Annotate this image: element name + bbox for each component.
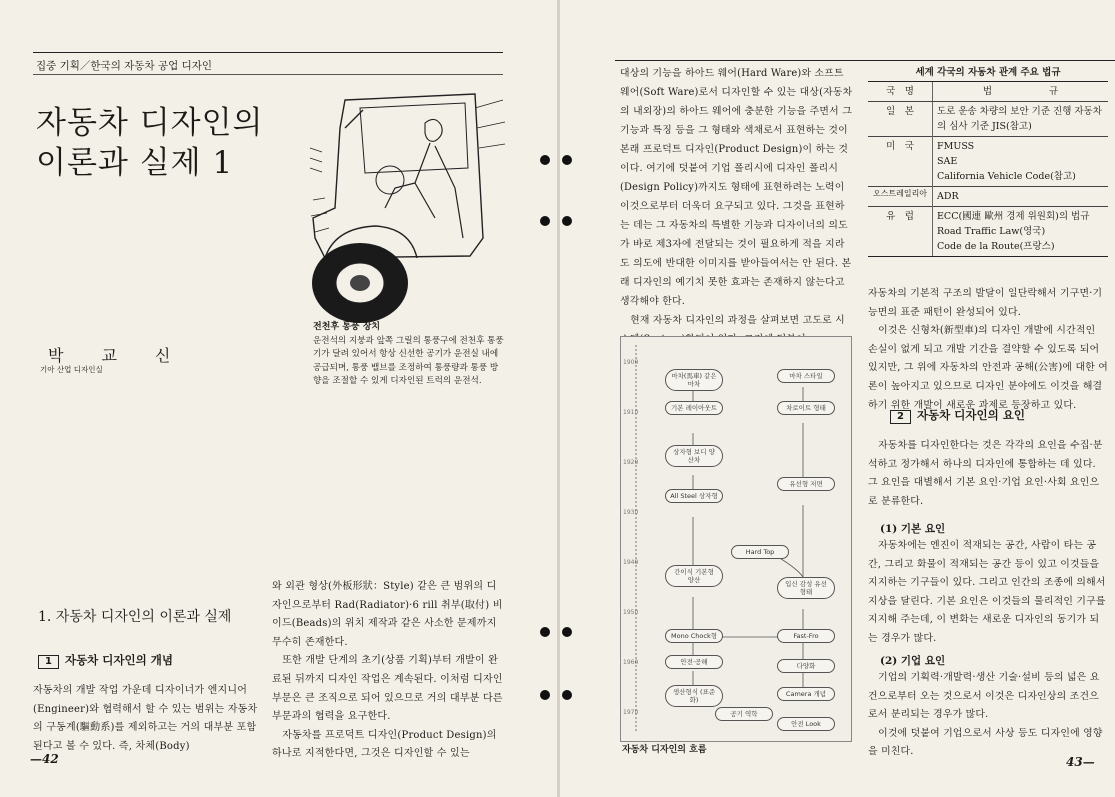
factor-2-text: 기업의 기획력·개발력·생산 기술·설비 등의 넓은 요건으로부터 오는 것으로서 이것은 디자인상의 조건으로서 분리되는 경우가 많다. 이것에 덧붙여 기업으로서 사상 등도 디자인에 영향을 미친다. bbox=[868, 672, 1103, 758]
design-flow-diagram bbox=[620, 336, 852, 742]
left-page bbox=[0, 0, 557, 797]
binding-hole bbox=[562, 690, 572, 700]
row-law: 도로 운송 차량의 보안 기준 진행 자동차의 심사 기준 JIS(참고) bbox=[933, 102, 1109, 137]
binding-hole bbox=[562, 155, 572, 165]
flow-node-right: 유선형 저면 bbox=[777, 477, 835, 491]
flow-node-right: 입신 감성 유선 형태 bbox=[777, 577, 835, 599]
table-row bbox=[868, 207, 1108, 257]
flow-node-right: 마차 스타일 bbox=[777, 369, 835, 383]
author-name: 박 교 신 bbox=[48, 346, 173, 365]
flow-node-left: 기본 레이아웃트 bbox=[665, 401, 723, 415]
article-title bbox=[36, 103, 263, 183]
binding-hole bbox=[540, 155, 550, 165]
binding-hole bbox=[540, 690, 550, 700]
flow-node-right: 다양화 bbox=[777, 659, 835, 673]
flow-year-label: 1950 bbox=[623, 609, 639, 616]
left-column-1-text: 자동차의 개발 작업 가운데 디자이너가 엔지니어(Engineer)와 협력해서 할 수 있는 범위는 자동차의 구동계(驅動系)를 제외하고는 거의 대부분 포함된다고 볼 수 있다. 즉, 차체(Body) bbox=[33, 685, 258, 752]
row-country: 유 럽 bbox=[868, 207, 933, 257]
section-1-heading: 1. 자동차 디자인의 이론과 실제 bbox=[38, 609, 232, 625]
flow-node-left: Mono Chock형 bbox=[665, 629, 723, 643]
flow-node-right: 안전 Look bbox=[777, 717, 835, 731]
caption-body: 운전석의 지붕과 앞쪽 그릴의 통풍구에 전천후 통풍기가 달려 있어서 항상 신선한 공기가 운전실 내에 공급되며, 통풍 밸브를 조정하여 통풍량과 통풍 방향을 조절할 수 있게 디자인된 트럭의 운전석. bbox=[313, 335, 504, 386]
subsection-2-number: 2 bbox=[890, 410, 911, 424]
binding-hole bbox=[562, 627, 572, 637]
flow-year-label: 1900 bbox=[623, 359, 639, 366]
laws-table bbox=[868, 82, 1108, 257]
right-page bbox=[560, 0, 1115, 797]
laws-table-title: 세계 각국의 자동차 관계 주요 법규 bbox=[868, 64, 1108, 82]
factor-1-heading: (1) 기본 요인 bbox=[880, 523, 946, 535]
page-number-left: —42 bbox=[30, 752, 59, 766]
subsection-1-title: 자동차 디자인의 개념 bbox=[64, 653, 173, 667]
header-rule bbox=[33, 52, 503, 53]
subsection-1-number: 1 bbox=[38, 655, 59, 669]
right-column-2-text-b: 자동차를 디자인한다는 것은 각각의 요인을 수집·분석하고 정가해서 하나의 디자인에 통합하는 데 있다. 그 요인을 대별해서 기본 요인·기업 요인·사회 요인으로 분류한다. bbox=[868, 440, 1103, 507]
flow-arrows bbox=[621, 337, 851, 741]
flow-node-right: Hard Top bbox=[731, 545, 789, 559]
laws-table-block bbox=[868, 64, 1108, 257]
binding-hole bbox=[540, 627, 550, 637]
title-line-1: 자동차 디자인의 bbox=[36, 105, 264, 141]
subsection-2-heading bbox=[890, 407, 1025, 424]
flow-node-left: 마차(馬車) 같은 마차 bbox=[665, 369, 723, 391]
running-header: 집중 기획／한국의 자동차 공업 디자인 bbox=[36, 60, 212, 72]
flow-year-label: 1930 bbox=[623, 509, 639, 516]
flow-node-right: Camera 개념 bbox=[777, 687, 835, 701]
right-column-2-text-a: 자동차의 기본적 구조의 발달이 일단락해서 기구면·기능면의 표준 패턴이 완성되어 있다. 이것은 신형차(新型車)의 디자인 개발에 시간적인 손실이 없게 되고 개발 기간을 결약할 수 있도록 되어 있지만, 그 위에 자동차의 안전과 공해(公害)에 대한 여론이 높아지고 있으므로 디자인 분야에도 이것을 해결하기 위한 개발이 새로운 과제로 등장하고 있다. bbox=[868, 288, 1109, 411]
page-number-42: 42 bbox=[42, 752, 59, 766]
row-country: 미 국 bbox=[868, 137, 933, 187]
header-rule bbox=[615, 60, 1115, 61]
row-law: ADR bbox=[933, 187, 1109, 207]
row-country: 오스트레일리아 bbox=[868, 187, 933, 207]
left-column-2-text: 와 외관 형상(外板形狀：Style) 같은 큰 범위의 디자인으로부터 Rad(Radiator)·6 rill 취부(取付) 비이드(Beads)의 위치 제작과 같은 사소한 문제까지 무수히 존재한다. 또한 개발 단계의 초기(상품 기획)부터 개발이 완료된 뒤까지 디자인 작업은 계속된다. 이처럼 디자인 부문은 큰 조직으로 되어 있으므로 거의 대부분 다른 부문과의 협력을 요구한다. 자동차를 프로덕트 디자인(Product Design)의 하나로 지적한다면, 그것은 디자인할 수 있는 bbox=[272, 581, 503, 760]
title-line-2: 이론과 실제 1 bbox=[36, 145, 234, 181]
row-law: FMUSS SAE California Vehicle Code(참고) bbox=[933, 137, 1109, 187]
flow-year-label: 1910 bbox=[623, 409, 639, 416]
right-column-1-text: 대상의 기능을 하아드 웨어(Hard Ware)와 소프트 웨어(Soft Ware)로서 디자인할 수 있는 대상(자동차의 내외장)의 하아드 웨어에 충분한 기능을 주면서 그 기능과 특징 등을 그 형태와 색채로서 표현하는 것이 본래 프로덕트 디자인(Product Design)이 하는 것이다. 여기에 덧붙여 기업 폴리시에 디자인 폴리시(Design Policy)까지도 형태에 표현하려는 노력이 이것으로부터 더욱더 요구되고 있다. 그것을 표현하는 데는 그 자동차의 특별한 기능과 디자이너의 의도가 바로 제3자에 전달되는 것이 필요하게 적을 지라도 의도에 반대한 이미지를 받아들여서는 안 된다. 본래 디자인의 예기치 못한 효과는 존재하지 않는다고 생각해야 한다. 현재 자동차 디자인의 과정을 살펴보면 고도로 시 bbox=[620, 68, 853, 326]
laws-table-header bbox=[868, 82, 1108, 102]
caption-title: 전천후 통풍 장치 bbox=[313, 322, 381, 332]
row-law: ECC(國連 歐州 경제 위원회)의 법규 Road Traffic Law(영국) Code de la Route(프랑스) bbox=[933, 207, 1109, 257]
flow-node-left: 생산형식 (표준화) bbox=[665, 685, 723, 707]
binding-hole bbox=[540, 216, 550, 226]
flow-node-left: 상자형 보디 양산차 bbox=[665, 445, 723, 467]
flow-node-right: 공기 역학 bbox=[715, 707, 773, 721]
flow-node-left: 간이식 기본형 양산 bbox=[665, 565, 723, 587]
header-rule-bottom bbox=[33, 74, 503, 75]
table-row bbox=[868, 102, 1108, 137]
flow-node-left: 안전·공해 bbox=[665, 655, 723, 669]
flow-year-label: 1970 bbox=[623, 709, 639, 716]
header-country: 국 명 bbox=[868, 82, 933, 102]
header-law: 법 규 bbox=[933, 82, 1109, 102]
illustration-caption bbox=[313, 321, 506, 389]
subsection-1-heading bbox=[38, 652, 173, 669]
flow-year-label: 1920 bbox=[623, 459, 639, 466]
flow-year-label: 1940 bbox=[623, 559, 639, 566]
factor-2-heading: (2) 기업 요인 bbox=[880, 655, 946, 667]
flow-node-left: All Steel 상자형 bbox=[665, 489, 723, 503]
row-country: 일 본 bbox=[886, 106, 914, 117]
page-number-right: 43— bbox=[1066, 755, 1095, 769]
table-row bbox=[868, 187, 1108, 207]
flow-node-right: 차로이트 형태 bbox=[777, 401, 835, 415]
page-number-43: 43 bbox=[1066, 755, 1083, 769]
flow-year-label: 1960 bbox=[623, 659, 639, 666]
table-row bbox=[868, 137, 1108, 187]
flow-caption: 자동차 디자인의 흐름 bbox=[622, 745, 707, 755]
factor-1-text: 자동차에는 엔진이 적재되는 공간, 사람이 타는 공간, 그리고 화물이 적재되는 공간 등이 있고 이것들을 지지하는 기구들이 있다. 그리고 인간의 조종에 의해서 지상을 달린다. 기본 요인은 이것들의 물리적인 기구를 지지해 주는데, 이 변화는 새로운 디자인의 동기가 되는 경우가 많다. bbox=[868, 540, 1106, 644]
author-affiliation: 기아 산업 디자인실 bbox=[40, 365, 103, 374]
truck-cab-illustration bbox=[305, 88, 515, 328]
subsection-2-title: 자동차 디자인의 요인 bbox=[916, 408, 1025, 422]
binding-hole bbox=[562, 216, 572, 226]
flow-node-right: Fast-Fro bbox=[777, 629, 835, 643]
